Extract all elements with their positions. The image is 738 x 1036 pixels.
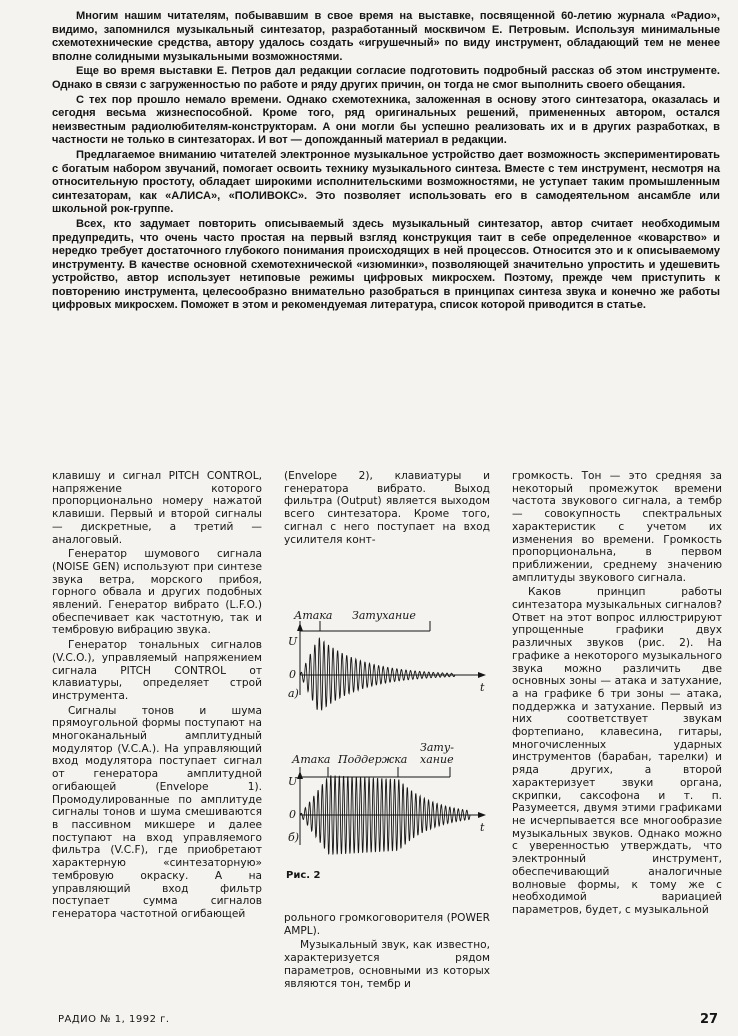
graph-a [288, 609, 486, 710]
intro-paragraph: Еще во время выставки Е. Петров дал редакции согласие подготовить подробный рассказ об этом инструменте. Однако в связи с загруженностью по работе и ряду других причин, он тогда не смог выполнить своего обещания. [52, 65, 720, 91]
t-axis-label-a: t [480, 681, 485, 694]
waveform-b [300, 775, 470, 854]
u-axis-label-b: U [288, 775, 298, 788]
intro-lead [52, 10, 720, 314]
body-paragraph: рольного громкоговорителя (POWER AMPL). [284, 912, 490, 937]
intro-paragraph: Многим нашим читателям, побывавшим в свое время на выставке, посвященной 60-летию журнала «Радио», видимо, запомнился музыкальный синтезатор, разработанный москвичом Е. Петровым. Используя минимальные схемотехнические средства, автору удалось создать «игрушечный» по виду инструмент, обладающий тем не менее вполне солидными музыкальными возможностями. [52, 10, 720, 63]
body-paragraph: Каков принцип работы синтезатора музыкальных сигналов? Ответ на этот вопрос иллюстрируют упрощенные графики двух различных звуков (рис. 2). На графике а некоторого музыкального звука можно различить две основных зоны — атака и затухание, а на графике б три зоны — атака, поддержка и затухание. Первый из них соответствует звукам фортепиано, клавесина, гитары, многочисленных ударных инструментов (барабан, тарелки) и ряда других, а второй характеризует звуки органа, скрипки, саксофона и т. п. Разумеется, двумя этими графиками не исчерпывается все многообразие музыкальных звуков. Однако можно с уверенностью утверждать, что электронный инструмент, обеспечивающий аналогичные волновые формы, к тому же с необходимой вариацией параметров, будет, с музыкальной [512, 586, 722, 916]
decay-label-b-1: Зату- [420, 741, 454, 754]
graph-label-b: б) [288, 831, 300, 844]
u-axis-label-a: U [288, 635, 298, 648]
graph-label-a: а) [288, 687, 299, 700]
attack-label-b: Атака [292, 753, 331, 766]
attack-label-a: Атака [294, 609, 333, 622]
body-paragraph: клавишу и сигнал PITCH CONTROL, напряжение которого пропорционально номеру нажатой клавиши. Первый и второй сигналы — дискретные, а третий — аналоговый. [52, 470, 262, 546]
body-paragraph: (Envelope 2), клавиатуры и генератора вибрато. Выход фильтра (Output) является выходом всего синтезатора. Кроме того, сигнал с него поступает на вход усилителя конт- [284, 470, 490, 546]
figure-caption: Рис. 2 [286, 870, 321, 881]
graph-b [288, 741, 486, 855]
body-paragraph: громкость. Тон — это средняя за некоторый промежуток времени частота звукового сигнала, а тембр — совокупность спектральных характеристик с учетом их изменения во времени. Громкость пропорциональна, в первом приближении, среднему значению амплитуды звукового сигнала. [512, 470, 722, 584]
figure-2-envelope-graphs [280, 605, 500, 887]
page-number: 27 [700, 1012, 719, 1027]
body-paragraph: Сигналы тонов и шума прямоугольной формы поступают на многоканальный амплитудный модулятор (V.C.A.). На управляющий вход модулятора поступает сигнал от генератора амплитудной огибающей (Envelope 1). Промодулированные по амплитуде сигналы тонов и шума смешиваются в пассивном микшере и далее поступают на вход управляемого фильтра (V.C.F), где приобретают характерную «синтезаторную» тембровую окраску. А на управляющий вход фильтр поступает сумма сигналов генератора частотной огибающей [52, 704, 262, 920]
zero-label-b: 0 [289, 808, 296, 821]
column-1 [52, 470, 262, 1016]
body-paragraph: Музыкальный звук, как известно, характеризуется рядом параметров, основными из которых являются тон, тембр и [284, 939, 490, 990]
waveform-a [300, 638, 455, 711]
decay-label-b-2: хание [420, 753, 454, 766]
column-2-bottom [284, 912, 490, 1022]
zero-label-a: 0 [289, 668, 296, 681]
body-paragraph: Генератор тональных сигналов (V.C.O.), управляемый напряжением сигнала PITCH CONTROL от клавиатуры, определяет строй инструмента. [52, 639, 262, 702]
column-2-top [284, 470, 490, 556]
column-3 [512, 470, 722, 1006]
sustain-label-b: Поддержка [338, 753, 408, 766]
journal-issue: РАДИО № 1, 1992 г. [58, 1014, 170, 1025]
intro-paragraph: Предлагаемое вниманию читателей электронное музыкальное устройство дает возможность экспериментировать с богатым набором звучаний, помогает освоить технику музыкального синтеза. Вместе с тем инструмент, несмотря на относительную простоту, обладает широкими исполнительскими возможностями, не уступает таким промышленным синтезаторам, как «АЛИСА», «ПОЛИВОКС». Это позволяет использовать его в самодеятельном ансамбле или школьной рок-группе. [52, 148, 720, 216]
intro-paragraph: Всех, кто задумает повторить описываемый здесь музыкальный синтезатор, автор считает необходимым предупредить, что очень часто простая на первый взгляд конструкция таит в себе определенное «коварство» и нередко требует достаточного глубокого понимания происходящих в ней процессов. Относится это и к описываемому инструменту. В качестве основной схемотехнической «изюминки», позволяющей значительно упростить и удешевить устройство, автор использует нетиповые режимы цифровых микросхем. Поэтому, прежде чем приступить к повторению инструмента, целесообразно внимательно разобраться в принципах синтеза звука и конечно же работы цифровых микросхем. Поможет в этом и рекомендуемая литература, список которой приводится в статье. [52, 217, 720, 312]
t-axis-label-b: t [480, 821, 485, 834]
decay-label-a: Затухание [352, 609, 416, 622]
body-paragraph: Генератор шумового сигнала (NOISE GEN) используют при синтезе звука ветра, морского прибоя, горного обвала и других подобных явлений. Генератор вибрато (L.F.O.) обеспечивает как частотную, так и тембровую вибрацию звука. [52, 548, 262, 637]
intro-paragraph: С тех пор прошло немало времени. Однако схемотехника, заложенная в основу этого синтезатора, оказалась и сегодня весьма жизнеспособной. Кроме того, ряд оригинальных решений, примененных автором, остался неизвестным радиолюбителям-конструкторам. А они могли бы успешно реализовать их и в других разработках, в частности не только в синтезаторах. И вот — допожданный материал в редакции. [52, 93, 720, 147]
